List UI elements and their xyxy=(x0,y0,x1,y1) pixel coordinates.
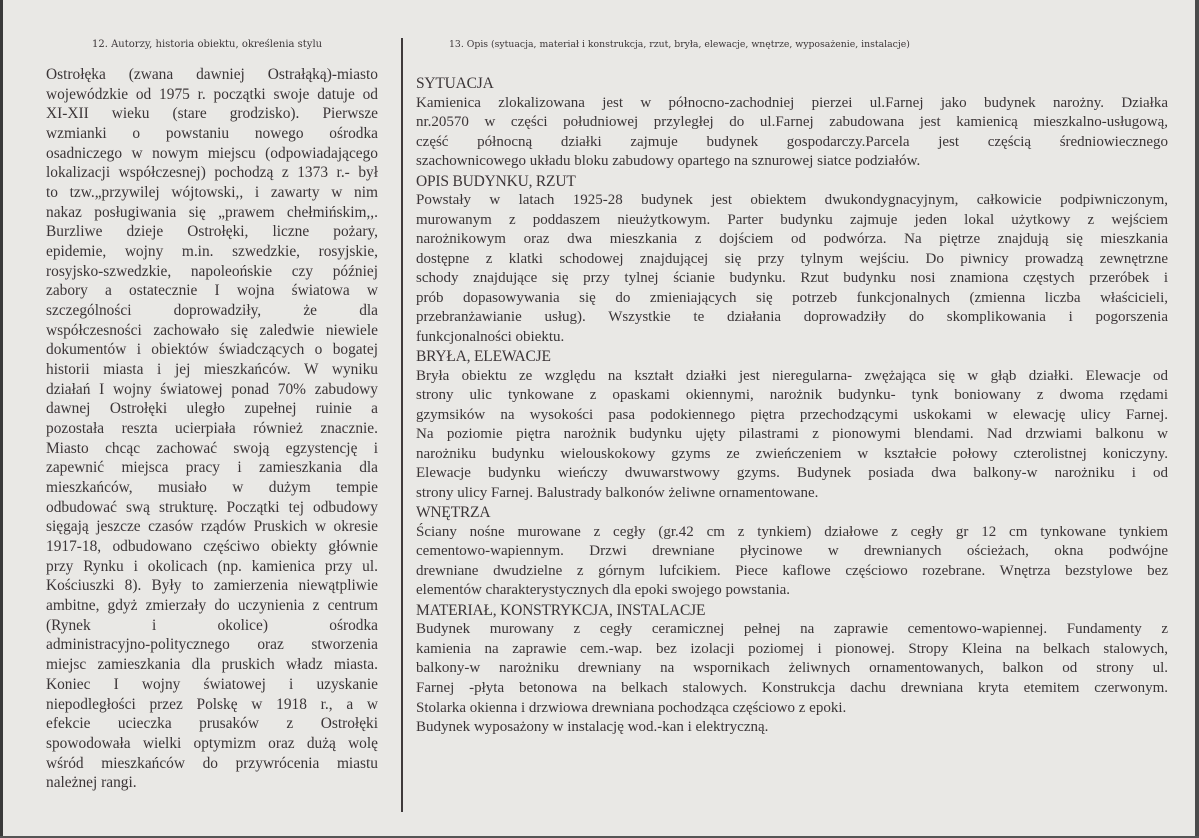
text-line: zapewnić miejsca pracy i zamieszkania dla xyxy=(46,459,378,477)
text-line: cementowo-wapiennym. Drzwi drewniane płycinowe w drewnianych ościeżach, okna podwójne xyxy=(416,543,1168,560)
text-line: 1917-18, odbudowano częściwo obiekty głównie xyxy=(46,538,378,556)
column-divider xyxy=(401,38,403,812)
text-line: historii miasta i jej mieszkańców. W wyniku xyxy=(46,361,378,379)
text-line: spowodowała wielki optymizm oraz dużą wolę xyxy=(46,734,378,752)
text-line: strony ulicy Farnej. Balustrady balkonów żeliwne ornamentowane. xyxy=(416,484,819,501)
section-heading: SYTUACJA xyxy=(416,75,494,92)
text-line: miejsc zamieszkania dla pruskich władz miasta. xyxy=(46,656,378,674)
text-line: część północną działki zajmuje budynek gospodarczy.Parcela jest częścią średniowiecznego xyxy=(416,133,1168,150)
text-line: Elewacje budynku wieńczy dwuwarstwowy gzyms. Budynek posiada dwa balkony-w narożniku i od xyxy=(416,465,1168,482)
text-line: Ściany nośne murowane z cegły (gr.42 cm z tynkiem) działowe z cegły gr 12 cm tynkowane tynkiem xyxy=(416,523,1168,540)
text-line: wojewódzkie od 1975 r. początki swoje datuje od xyxy=(46,85,378,103)
text-line: wśród mieszkańców do przywrócenia miastu xyxy=(46,754,378,772)
text-line: narożniku budynku wielouskokowy gzyms ze zwieńczeniem w kształcie połowy czterolistnej koniczyny. xyxy=(416,445,1168,462)
text-line: dokumentów i obiektów świadczących o bogatej xyxy=(46,341,378,359)
text-line: odbudować swą strukturę. Początki tej odbudowy xyxy=(46,498,378,516)
text-line: dostępne z klatki schodowej znajdującej się przy tylnym wejściu. Do piwnicy prowadzą zewnętrzne xyxy=(416,250,1168,267)
text-line: szczególności doprowadziły, że dla xyxy=(46,302,378,320)
text-line: szachownicowego układu bloku zabudowy opartego na sznurowej siatce podziałów. xyxy=(416,153,921,170)
text-line: Farnej -płyta betonowa na belkach stalowych. Konstrukcja dachu drewniana kryta etemitem czerwonym. xyxy=(416,679,1168,696)
text-line: (Rynek i okolice) ośrodka xyxy=(46,616,378,634)
scan-edge-left xyxy=(0,0,3,838)
text-line: efekcie ucieczka prusaków z Ostrołęki xyxy=(46,715,378,733)
text-line: działań I wojny światowej ponad 70% zabudowy xyxy=(46,380,378,398)
text-line: sięgają jeszcze czasów rządów Pruskich w okresie xyxy=(46,518,378,536)
text-line: mieszkańców, musiało w dużym tempie xyxy=(46,479,378,497)
text-line: współczesności zachowało się zaledwie niewiele xyxy=(46,321,378,339)
text-line: strony ulic tynkowane z opaskami okiennymi, narożnik budynku- tynk boniowany z dwoma rzędami xyxy=(416,387,1168,404)
description-column xyxy=(416,74,1168,738)
text-line: XI-XII wieku (stare grodzisko). Pierwsze xyxy=(46,105,378,123)
text-line: przy Rynku i okolicach (np. kamienica przy ul. xyxy=(46,557,378,575)
text-line: Kamienica zlokalizowana jest w północno-zachodniej pierzei ul.Farnej jako budynek narożny. Działka xyxy=(416,94,1168,111)
section-13-header: 13. Opis (sytuacja, materiał i konstrukcja, rzut, bryła, elewacje, wnętrze, wyposażenie, instalacje) xyxy=(449,39,910,50)
text-line: Ostrołęka (zwana dawniej Ostrałąką)-miasto xyxy=(46,66,378,83)
text-line: schody znajdujące się przy tylnej ścianie budynku. Rzut budynku nosi znamiona częstych przeróbek i xyxy=(416,270,1168,287)
text-line: to tzw.„przywilej wójtowski,, i zawarty w nim xyxy=(46,184,378,202)
text-line: Stolarka okienna i drzwiowa drewniana pochodząca częściowo z epoki. xyxy=(416,699,847,716)
text-line: kamienia na zaprawie cem.-wap. bez izolacji poziomej i pionowej. Stropy Kleina na belkach stalowych, xyxy=(416,640,1168,657)
text-line: Miasto chcąc zachować swoją egzystencję i xyxy=(46,439,378,457)
text-line: wzmianki o powstaniu nowego ośrodka xyxy=(46,125,378,143)
text-line: zabory a ostatecznie I wojna światowa w xyxy=(46,282,378,300)
section-heading: BRYŁA, ELEWACJE xyxy=(416,348,551,366)
text-line: Kościuszki 8). Były to zamierzenia niewątpliwie xyxy=(46,577,378,595)
text-line: Na poziomie piętra narożnik budynku ujęty pilastrami z pionowymi blendami. Nad drzwiami balkonu w xyxy=(416,426,1168,443)
text-line: nakaz posługiwania się „prawem chełmińskim,,. xyxy=(46,203,378,221)
text-line: niepodległości przez Polskę w 1918 r., a w xyxy=(46,695,378,713)
text-line: Burzliwe dzieje Ostrołęki, liczne pożary, xyxy=(46,223,378,241)
text-line: elementów charakterystycznych dla epoki swojego powstania. xyxy=(416,582,791,599)
text-line: funkcjonalności obiektu. xyxy=(416,328,565,345)
text-line: lokalizacji współczesnej) pochodzą z 1373 r.- był xyxy=(46,164,378,182)
text-line: narożnikowym oraz dwa mieszkania z dojściem od podwórza. Na piętrze znajdują się mieszkania xyxy=(416,231,1168,248)
history-column xyxy=(46,65,378,793)
text-line: ambitne, gdyż zmierzały do uczynienia z centrum xyxy=(46,597,378,615)
section-heading: MATERIAŁ, KONSTRYKCJA, INSTALACJE xyxy=(416,601,706,619)
text-line: gzymsików na wysokości pasa podokiennego piętra przechodzącymi uskokami w elewację ulicy Farnej. xyxy=(416,406,1168,423)
text-line: przebranżawianie usług). Wszystkie te działania doprowadziły do skomplikowania i pogorszenia xyxy=(416,309,1168,326)
text-line: dawnej Ostrołęki uległo zupełnej ruinie a xyxy=(46,400,378,418)
text-line: Budynek wyposażony w instalację wod.-kan i elektryczną. xyxy=(416,719,769,736)
section-heading: WNĘTRZA xyxy=(416,504,491,522)
text-line: Koniec I wojny światowej i uzyskanie xyxy=(46,675,378,693)
scan-edge-right xyxy=(1195,0,1199,838)
text-line: Bryła obiektu ze względu na kształt działki jest nieregularna- zwężająca się w głąb działki. Elewacje od xyxy=(416,367,1168,384)
text-line: Budynek murowany z cegły ceramicznej pełnej na zaprawie cementowo-wapiennej. Fundamenty z xyxy=(416,621,1168,638)
section-heading: OPIS BUDYNKU, RZUT xyxy=(416,172,576,190)
text-line: pozostała reszta ucierpiała również znacznie. xyxy=(46,420,378,438)
text-line: rosyjsko-szwedzkie, napoleońskie czy później xyxy=(46,262,378,280)
text-line: nr.20570 w części południowej przyległej do ul.Farnej zabudowana jest kamienicą mieszkalno-usługową, xyxy=(416,114,1168,131)
text-line: administracyjno-politycznego oraz stworzenia xyxy=(46,636,378,654)
section-12-header: 12. Autorzy, historia obiektu, określenia stylu xyxy=(92,39,323,50)
text-line: osadniczego w nowym miejscu (odpowiadającego xyxy=(46,144,378,162)
text-line: prób dopasowywania się do zmieniających się potrzeb funkcjonalnych (zmienna liczba właścicieli, xyxy=(416,289,1168,306)
text-line: balkony-w narożniku drewniany na wspornikach żeliwnych ornamentowanych, balkon od strony ul. xyxy=(416,660,1168,677)
text-line: Powstały w latach 1925-28 budynek jest obiektem dwukondygnacyjnym, całkowicie podpiwniczonym, xyxy=(416,192,1168,209)
text-line: należnej rangi. xyxy=(46,774,137,792)
text-line: drewniane dwudzielne z górnym lufcikiem. Piece kaflowe częściowo rozebrane. Wnętrza bezstylowe bez xyxy=(416,562,1168,579)
text-line: epidemie, wojny m.in. szwedzkie, rosyjskie, xyxy=(46,243,378,261)
text-line: murowanym z poddaszem nieużytkowym. Parter budynku zajmuje jeden lokal użytkowy z wejściem xyxy=(416,211,1168,228)
